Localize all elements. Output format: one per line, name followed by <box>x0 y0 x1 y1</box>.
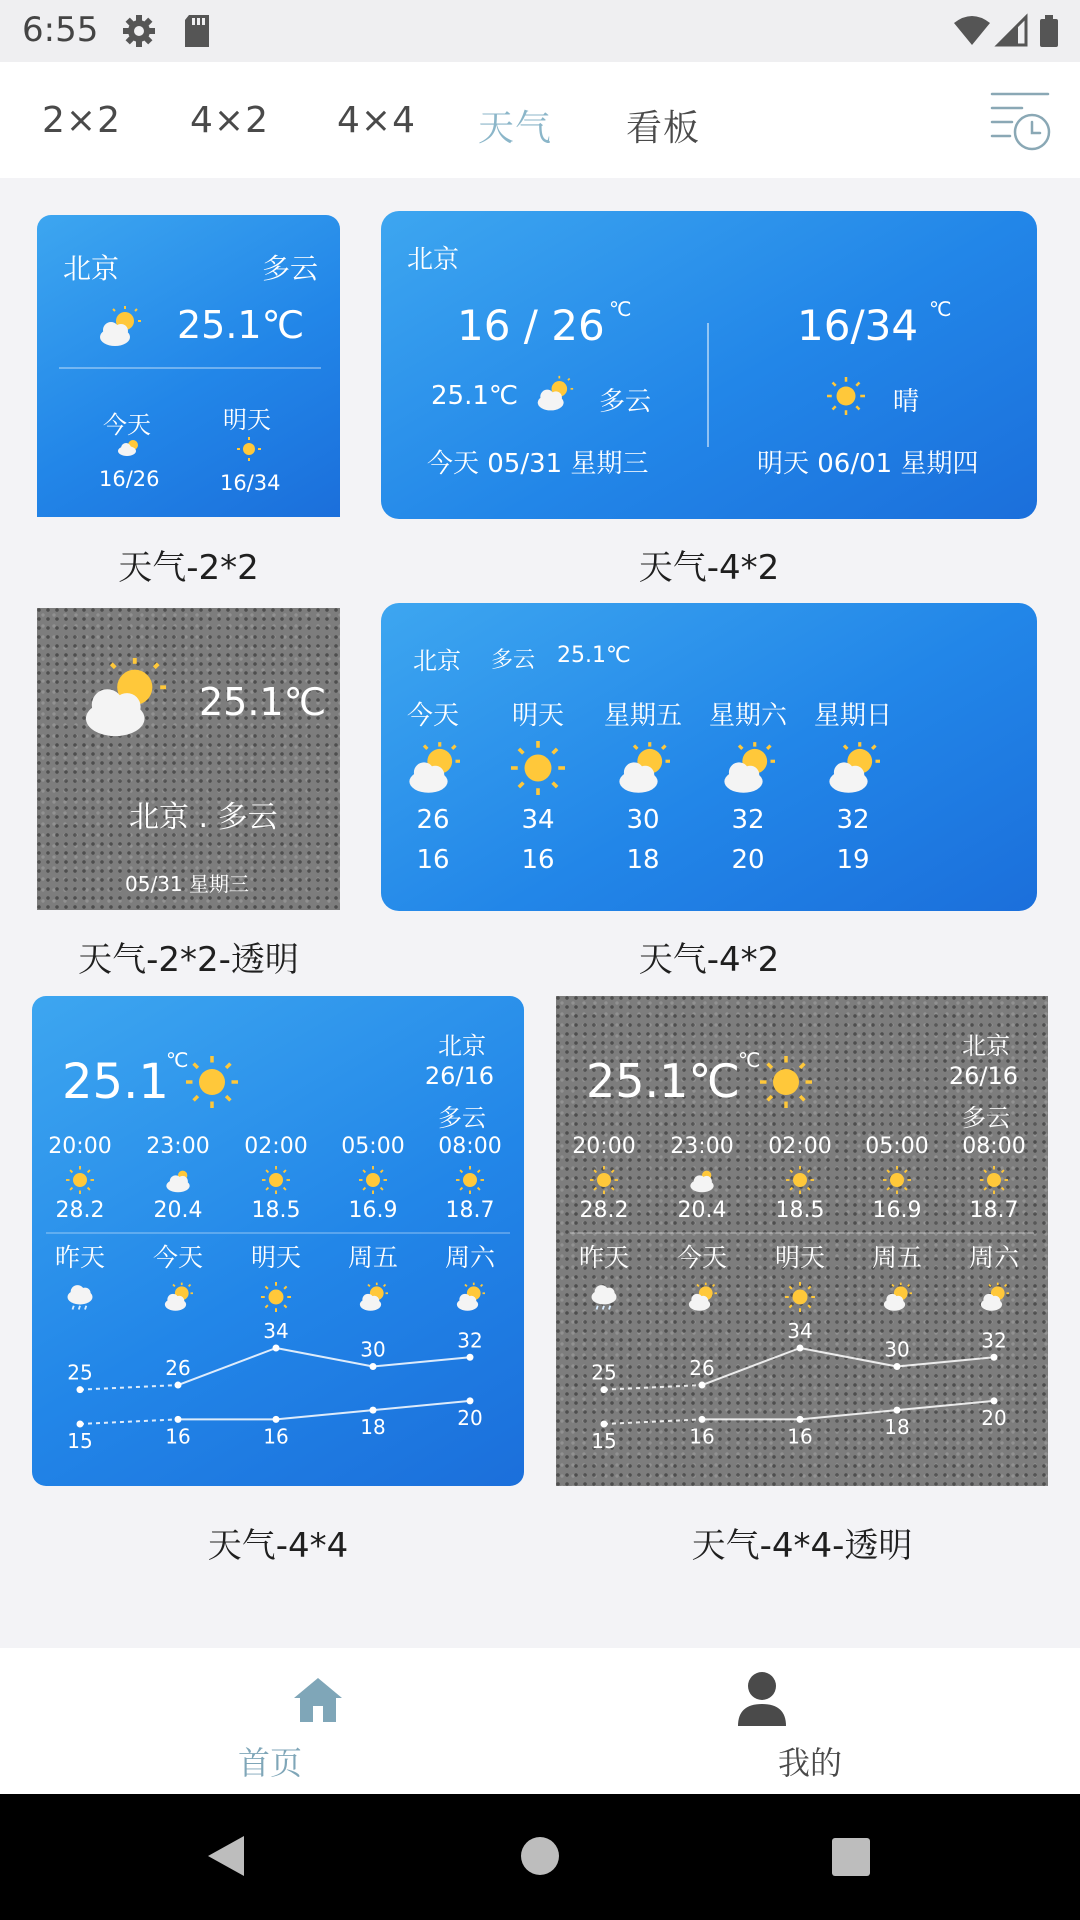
w6-low-segment <box>897 1401 994 1410</box>
w6-hour-time: 20:00 <box>572 1134 636 1159</box>
w6-high-point <box>894 1363 901 1370</box>
w6-day-label: 明天 <box>774 1243 825 1272</box>
w5-day-label: 昨天 <box>54 1243 105 1272</box>
w6-low-label: 20 <box>981 1405 1007 1430</box>
w6-unit: ℃ <box>738 1048 761 1072</box>
weather-4x4-transparent-widget[interactable] <box>556 996 1048 1486</box>
w5-hour-temp: 18.5 <box>251 1198 301 1223</box>
weather-4x4-widget[interactable] <box>32 996 524 1486</box>
w2-tomorrow-range: 16/34 <box>797 301 919 350</box>
w4-condition: 多云 <box>491 648 536 673</box>
back-icon[interactable] <box>206 1834 246 1878</box>
w3-temperature: 25.1℃ <box>199 680 327 724</box>
user-profile-icon <box>736 1670 788 1728</box>
w5-day-label: 明天 <box>250 1243 301 1272</box>
status-bar <box>0 0 1080 62</box>
w4-temperature: 25.1℃ <box>557 643 631 668</box>
w6-hour-time: 05:00 <box>865 1134 929 1159</box>
system-navigation-bar <box>0 1794 1080 1920</box>
w6-high-label: 30 <box>884 1337 910 1362</box>
w4-day-label: 星期日 <box>813 701 892 731</box>
w6-hour-temp: 28.2 <box>579 1198 629 1223</box>
w1-temperature: 25.1℃ <box>177 303 305 347</box>
w5-hour-time: 08:00 <box>438 1134 502 1159</box>
tab-dashboard[interactable]: 看板 <box>626 108 701 149</box>
w5-range: 26/16 <box>424 1062 494 1090</box>
sunny-icon <box>237 437 261 461</box>
w4-day-low: 16 <box>521 845 555 875</box>
w6-hour-time: 02:00 <box>768 1134 832 1159</box>
w6-day-label: 昨天 <box>578 1243 629 1272</box>
tab-4x4[interactable]: 4×4 <box>337 100 416 141</box>
w5-unit: ℃ <box>166 1048 189 1072</box>
w5-high-point <box>77 1386 84 1393</box>
tab-weather[interactable]: 天气 <box>478 108 553 149</box>
caption-weather-4x4-transparent: 天气-4*4-透明 <box>691 1526 913 1566</box>
w6-hour-temp: 18.5 <box>775 1198 825 1223</box>
w5-low-point <box>273 1416 280 1423</box>
w5-low-point <box>175 1416 182 1423</box>
w4-city: 北京 <box>413 647 461 675</box>
w1-tomorrow-label: 明天 <box>223 406 271 434</box>
w5-hour-time: 05:00 <box>341 1134 405 1159</box>
w6-high-segment <box>800 1348 897 1367</box>
settings-gear-icon <box>122 14 156 48</box>
caption-weather-2x2-transparent: 天气-2*2-透明 <box>78 940 299 980</box>
w5-high-segment <box>373 1357 470 1366</box>
sd-card-icon <box>183 14 211 48</box>
w5-high-point <box>370 1363 377 1370</box>
w2-tomorrow-date: 明天 06/01 星期四 <box>757 449 979 479</box>
caption-weather-4x2-forecast: 天气-4*2 <box>638 940 780 980</box>
w2-today-range: 16 / 26 <box>457 301 605 350</box>
tab-2x2[interactable]: 2×2 <box>42 100 121 141</box>
w6-day-label: 周六 <box>968 1243 1019 1272</box>
partly-cloudy-icon <box>616 741 670 795</box>
w6-hour-time: 23:00 <box>670 1134 734 1159</box>
weather-2x2-widget[interactable] <box>37 215 340 517</box>
w5-day-label: 周六 <box>444 1243 495 1272</box>
w4-day-high: 32 <box>731 805 765 835</box>
w4-day-column <box>478 695 598 875</box>
w5-high-label: 26 <box>165 1356 191 1381</box>
nav-mine-label: 我的 <box>777 1744 842 1782</box>
w5-hour-temp: 18.7 <box>445 1198 495 1223</box>
w6-low-point <box>991 1397 998 1404</box>
w2-now-condition: 多云 <box>599 387 652 417</box>
w2-city: 北京 <box>407 245 460 275</box>
w5-hour-temp: 16.9 <box>348 1198 398 1223</box>
sunny-icon <box>827 377 865 415</box>
w5-high-label: 34 <box>263 1319 289 1343</box>
nav-home[interactable] <box>0 1648 540 1794</box>
w1-tomorrow-range: 16/34 <box>220 471 281 495</box>
w5-high-label: 25 <box>67 1360 93 1385</box>
caption-weather-4x4: 天气-4*4 <box>207 1526 349 1566</box>
w6-high-label: 25 <box>591 1360 617 1385</box>
w6-low-label: 16 <box>689 1424 715 1449</box>
w6-temperature-chart <box>556 996 1048 1486</box>
w5-hour-time: 02:00 <box>244 1134 308 1159</box>
w5-low-segment <box>276 1410 373 1419</box>
w4-day-column <box>583 695 703 875</box>
history-list-icon[interactable] <box>988 88 1054 154</box>
w4-day-high: 30 <box>626 805 660 835</box>
w6-hour-temp: 16.9 <box>872 1198 922 1223</box>
w5-high-point <box>175 1382 182 1389</box>
w6-range: 26/16 <box>948 1062 1018 1090</box>
status-time: 6:55 <box>22 10 99 50</box>
w6-high-segment <box>604 1385 702 1390</box>
w2-now-temp: 25.1℃ <box>431 381 519 411</box>
sunny-icon <box>511 741 565 795</box>
w5-low-segment <box>373 1401 470 1410</box>
w5-city: 北京 <box>438 1032 486 1060</box>
caption-weather-4x2: 天气-4*2 <box>638 548 780 588</box>
w6-low-segment <box>800 1410 897 1419</box>
w6-hour-time: 08:00 <box>962 1134 1026 1159</box>
w6-low-label: 18 <box>884 1415 910 1440</box>
w2-today-date: 今天 05/31 星期三 <box>427 449 649 479</box>
w5-hour-time: 23:00 <box>146 1134 210 1159</box>
partly-cloudy-icon <box>117 437 143 457</box>
nav-home-label: 首页 <box>237 1744 302 1782</box>
w5-high-segment <box>178 1348 276 1385</box>
w4-day-low: 20 <box>731 845 765 875</box>
w3-date: 05/31 星期三 <box>125 872 249 896</box>
w4-day-high: 34 <box>521 805 555 835</box>
w5-low-label: 16 <box>263 1424 289 1449</box>
w5-hour-temp: 28.2 <box>55 1198 105 1223</box>
w6-high-label: 32 <box>981 1328 1007 1353</box>
w6-hour-temp: 20.4 <box>677 1198 727 1223</box>
w1-today-range: 16/26 <box>99 467 160 491</box>
w4-day-label: 明天 <box>511 701 564 731</box>
recents-icon[interactable] <box>832 1838 870 1876</box>
w6-day-label: 周五 <box>871 1243 922 1272</box>
w1-city: 北京 <box>63 252 120 285</box>
w6-high-point <box>601 1386 608 1393</box>
w4-day-label: 星期五 <box>603 701 682 731</box>
weather-2x2-transparent-widget[interactable] <box>37 608 340 910</box>
w6-city: 北京 <box>962 1032 1010 1060</box>
w4-day-low: 18 <box>626 845 660 875</box>
home-icon <box>292 1676 344 1724</box>
w5-low-point <box>77 1421 84 1428</box>
weather-4x2-widget[interactable] <box>381 211 1037 519</box>
w5-high-label: 32 <box>457 1328 483 1353</box>
w4-day-column <box>793 695 913 875</box>
partly-cloudy-icon <box>97 305 143 349</box>
partly-cloudy-icon <box>535 375 575 413</box>
w4-day-high: 32 <box>836 805 870 835</box>
w5-high-point <box>273 1345 280 1352</box>
w6-high-segment <box>897 1357 994 1366</box>
w6-low-segment <box>604 1419 702 1424</box>
w5-day-label: 今天 <box>152 1243 203 1272</box>
partly-cloudy-icon <box>826 741 880 795</box>
w4-day-high: 26 <box>416 805 450 835</box>
w6-low-point <box>601 1421 608 1428</box>
w4-day-column <box>381 695 493 875</box>
w5-low-point <box>467 1397 474 1404</box>
w5-low-label: 20 <box>457 1405 483 1430</box>
w5-low-label: 15 <box>67 1429 93 1453</box>
w6-high-point <box>991 1354 998 1361</box>
w6-high-point <box>797 1345 804 1352</box>
w4-day-low: 16 <box>416 845 450 875</box>
w2-unit-1: ℃ <box>609 297 632 321</box>
w6-low-point <box>894 1407 901 1414</box>
w6-high-label: 34 <box>787 1319 813 1343</box>
w6-condition: 多云 <box>962 1104 1010 1132</box>
w4-day-low: 19 <box>836 845 870 875</box>
w5-temperature: 25.1 <box>62 1054 169 1110</box>
w2-divider <box>707 323 709 447</box>
w5-hour-time: 20:00 <box>48 1134 112 1159</box>
w5-low-label: 16 <box>165 1424 191 1449</box>
w5-hour-temp: 20.4 <box>153 1198 203 1223</box>
w4-day-label: 星期六 <box>708 701 787 731</box>
w6-day-label: 今天 <box>676 1243 727 1272</box>
w6-high-label: 26 <box>689 1356 715 1381</box>
w6-temperature: 25.1℃ <box>586 1054 741 1108</box>
caption-weather-2x2: 天气-2*2 <box>118 548 259 588</box>
w1-today-label: 今天 <box>103 411 151 439</box>
w5-low-label: 18 <box>360 1415 386 1440</box>
w5-temperature-chart <box>32 996 524 1486</box>
tab-4x2[interactable]: 4×2 <box>190 100 269 141</box>
w1-condition: 多云 <box>261 252 318 285</box>
w6-high-segment <box>702 1348 800 1385</box>
w5-high-point <box>467 1354 474 1361</box>
w6-low-label: 15 <box>591 1429 617 1453</box>
w5-high-segment <box>80 1385 178 1390</box>
w6-low-point <box>699 1416 706 1423</box>
w1-divider <box>59 367 321 369</box>
signal-battery-icons <box>952 13 1062 49</box>
partly-cloudy-icon <box>79 656 171 742</box>
w5-condition: 多云 <box>438 1104 486 1132</box>
partly-cloudy-icon <box>406 741 460 795</box>
w5-day-label: 周五 <box>347 1243 398 1272</box>
weather-4x2-forecast-widget[interactable] <box>381 603 1037 911</box>
w6-hour-temp: 18.7 <box>969 1198 1019 1223</box>
w5-high-label: 30 <box>360 1337 386 1362</box>
w5-low-segment <box>80 1419 178 1424</box>
w5-low-point <box>370 1407 377 1414</box>
bottom-navigation <box>0 1648 1080 1794</box>
w5-high-segment <box>276 1348 373 1367</box>
partly-cloudy-icon <box>721 741 775 795</box>
home-circle-icon[interactable] <box>520 1836 560 1876</box>
w2-unit-2: ℃ <box>929 297 952 321</box>
w4-day-column <box>688 695 808 875</box>
w4-day-label: 今天 <box>406 701 459 731</box>
w3-place: 北京 . 多云 <box>129 800 278 835</box>
w6-low-label: 16 <box>787 1424 813 1449</box>
top-tab-bar <box>0 62 1080 178</box>
w6-low-point <box>797 1416 804 1423</box>
nav-mine[interactable] <box>540 1648 1080 1794</box>
w6-high-point <box>699 1382 706 1389</box>
w2-tomorrow-condition: 晴 <box>893 387 920 417</box>
